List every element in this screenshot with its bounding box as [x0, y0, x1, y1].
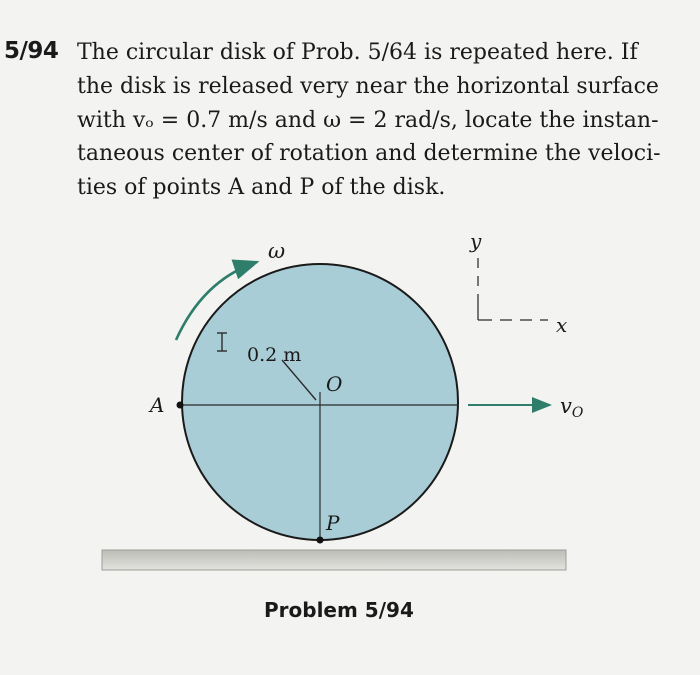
problem-line-4: taneous center of rotation and determine the veloci-	[77, 141, 661, 167]
point-p-dot	[317, 537, 324, 544]
radius-label: 0.2 m	[247, 344, 302, 366]
center-label: O	[326, 372, 343, 396]
problem-line-1: The circular disk of Prob. 5/64 is repeated here. If	[77, 40, 638, 65]
problem-number: 5/94	[4, 38, 59, 64]
omega-label: ω	[268, 239, 286, 263]
problem-statement	[77, 36, 689, 205]
point-a-label: A	[150, 393, 165, 417]
problem-line-5: ties of points A and P of the disk.	[77, 175, 446, 201]
point-a-dot	[177, 402, 184, 409]
figure-caption: Problem 5/94	[264, 598, 414, 622]
velocity-label	[560, 394, 584, 421]
x-axis-label: x	[556, 313, 568, 337]
problem-line-2: the disk is released very near the horizontal surface	[77, 73, 659, 99]
y-axis-label: y	[470, 229, 482, 253]
problem-line-3: with vₒ = 0.7 m/s and ω = 2 rad/s, locate the instan-	[77, 107, 659, 133]
velocity-subscript: O	[571, 405, 584, 421]
ground-surface	[102, 550, 566, 570]
point-p-label: P	[326, 511, 340, 535]
velocity-symbol: v	[560, 394, 572, 418]
coordinate-axes	[478, 258, 548, 320]
